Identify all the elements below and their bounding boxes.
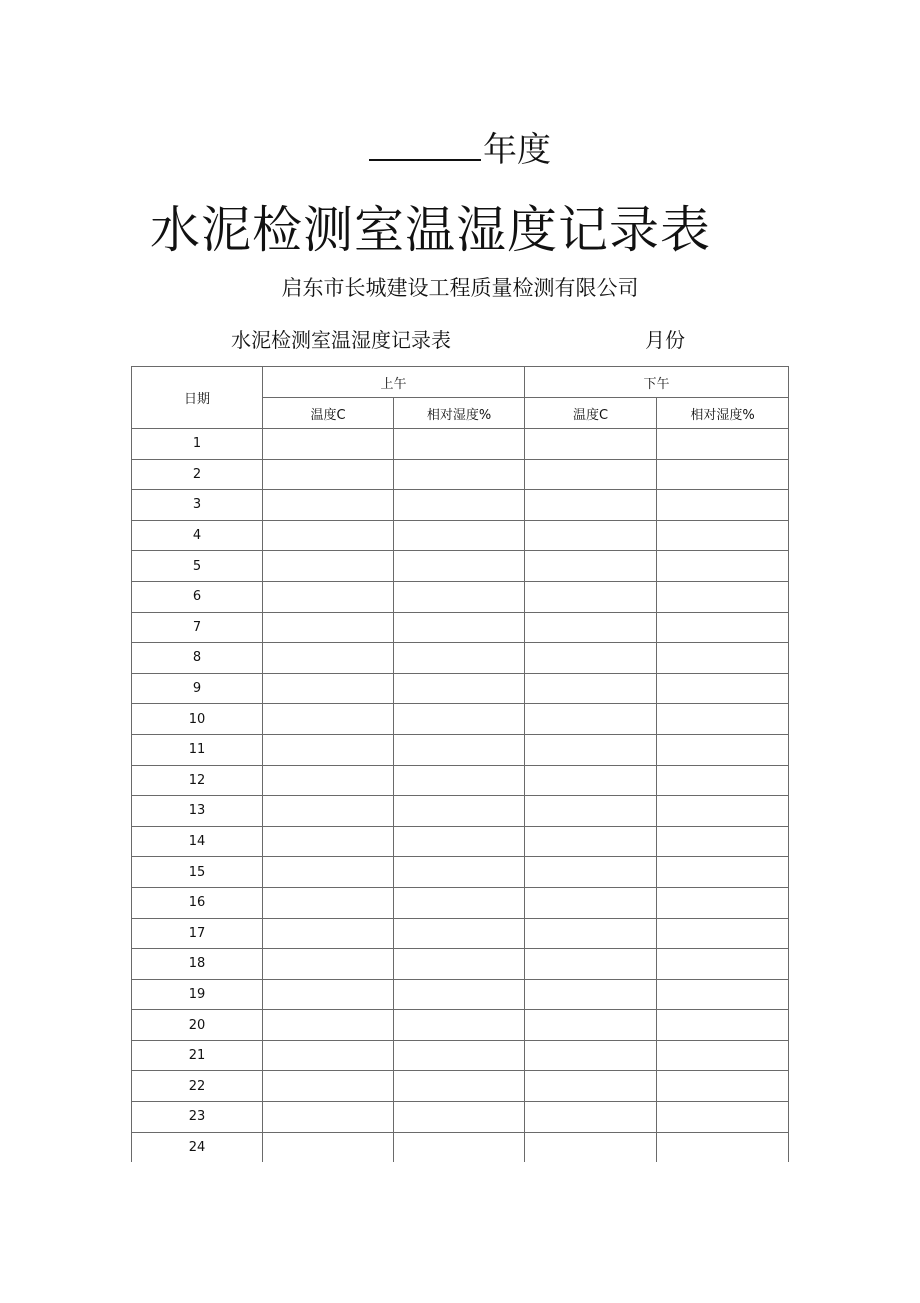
date-cell: 1 xyxy=(132,429,263,460)
morning-header: 上午 xyxy=(263,367,525,398)
morning-temp-cell[interactable] xyxy=(263,765,394,796)
morning-humidity-cell[interactable] xyxy=(394,459,525,490)
morning-humidity-cell[interactable] xyxy=(394,826,525,857)
afternoon-temp-cell[interactable] xyxy=(525,979,657,1010)
afternoon-humidity-cell[interactable] xyxy=(657,949,789,980)
date-cell: 17 xyxy=(132,918,263,949)
morning-temp-cell[interactable] xyxy=(263,949,394,980)
table-row xyxy=(132,704,789,735)
afternoon-temp-cell[interactable] xyxy=(525,796,657,827)
afternoon-temp-cell[interactable] xyxy=(525,887,657,918)
afternoon-humidity-cell[interactable] xyxy=(657,429,789,460)
table-row xyxy=(132,459,789,490)
afternoon-humidity-cell[interactable] xyxy=(657,887,789,918)
year-line xyxy=(0,128,920,172)
morning-humidity-cell[interactable] xyxy=(394,429,525,460)
afternoon-temp-cell[interactable] xyxy=(525,551,657,582)
date-cell: 3 xyxy=(132,490,263,521)
afternoon-humidity-cell[interactable] xyxy=(657,459,789,490)
afternoon-humidity-cell[interactable] xyxy=(657,1010,789,1041)
afternoon-temp-cell[interactable] xyxy=(525,857,657,888)
morning-humidity-cell[interactable] xyxy=(394,1071,525,1102)
date-cell: 5 xyxy=(132,551,263,582)
morning-temp-cell[interactable] xyxy=(263,1010,394,1041)
afternoon-temp-cell[interactable] xyxy=(525,612,657,643)
date-header: 日期 xyxy=(132,367,263,429)
afternoon-humidity-cell[interactable] xyxy=(657,581,789,612)
sub-title: 水泥检测室温湿度记录表 xyxy=(231,328,451,352)
afternoon-humidity-cell[interactable] xyxy=(657,490,789,521)
afternoon-temp-cell[interactable] xyxy=(525,1071,657,1102)
month-label: 月份 xyxy=(645,328,685,352)
afternoon-humidity-cell[interactable] xyxy=(657,857,789,888)
afternoon-humidity-cell[interactable] xyxy=(657,1040,789,1071)
date-cell: 18 xyxy=(132,949,263,980)
date-cell: 7 xyxy=(132,612,263,643)
date-cell: 10 xyxy=(132,704,263,735)
morning-humidity-cell[interactable] xyxy=(394,551,525,582)
afternoon-humidity-header: 相对湿度% xyxy=(657,398,789,429)
afternoon-humidity-cell[interactable] xyxy=(657,1102,789,1133)
afternoon-humidity-cell[interactable] xyxy=(657,520,789,551)
afternoon-temp-cell[interactable] xyxy=(525,581,657,612)
table-row xyxy=(132,1132,789,1162)
morning-humidity-cell[interactable] xyxy=(394,949,525,980)
table-row xyxy=(132,1010,789,1041)
afternoon-temp-cell[interactable] xyxy=(525,765,657,796)
table-row xyxy=(132,887,789,918)
afternoon-humidity-cell[interactable] xyxy=(657,918,789,949)
date-cell: 22 xyxy=(132,1071,263,1102)
afternoon-temp-cell[interactable] xyxy=(525,429,657,460)
morning-temp-cell[interactable] xyxy=(263,429,394,460)
table-row xyxy=(132,490,789,521)
afternoon-temp-cell[interactable] xyxy=(525,459,657,490)
morning-humidity-cell[interactable] xyxy=(394,704,525,735)
table-row xyxy=(132,673,789,704)
afternoon-temp-cell[interactable] xyxy=(525,643,657,674)
morning-humidity-cell[interactable] xyxy=(394,918,525,949)
morning-temp-cell[interactable] xyxy=(263,704,394,735)
morning-humidity-cell[interactable] xyxy=(394,673,525,704)
afternoon-temp-cell[interactable] xyxy=(525,490,657,521)
table-row xyxy=(132,765,789,796)
morning-temp-cell[interactable] xyxy=(263,826,394,857)
afternoon-temp-cell[interactable] xyxy=(525,1102,657,1133)
morning-temp-cell[interactable] xyxy=(263,612,394,643)
date-cell: 6 xyxy=(132,581,263,612)
table-row xyxy=(132,612,789,643)
morning-temp-cell[interactable] xyxy=(263,796,394,827)
morning-temp-cell[interactable] xyxy=(263,918,394,949)
afternoon-humidity-cell[interactable] xyxy=(657,643,789,674)
afternoon-humidity-cell[interactable] xyxy=(657,1132,789,1162)
morning-humidity-cell[interactable] xyxy=(394,887,525,918)
date-cell: 9 xyxy=(132,673,263,704)
morning-temp-cell[interactable] xyxy=(263,1132,394,1162)
afternoon-header: 下午 xyxy=(525,367,789,398)
morning-temp-cell[interactable] xyxy=(263,979,394,1010)
date-cell: 19 xyxy=(132,979,263,1010)
morning-humidity-cell[interactable] xyxy=(394,643,525,674)
record-body xyxy=(132,429,789,1163)
morning-temp-cell[interactable] xyxy=(263,1040,394,1071)
table-row xyxy=(132,826,789,857)
date-cell: 2 xyxy=(132,459,263,490)
date-cell: 15 xyxy=(132,857,263,888)
table-row xyxy=(132,551,789,582)
afternoon-humidity-cell[interactable] xyxy=(657,796,789,827)
afternoon-humidity-cell[interactable] xyxy=(657,612,789,643)
table-row xyxy=(132,796,789,827)
record-table xyxy=(131,366,789,1162)
morning-humidity-cell[interactable] xyxy=(394,1102,525,1133)
morning-humidity-cell[interactable] xyxy=(394,979,525,1010)
date-cell: 11 xyxy=(132,734,263,765)
morning-temp-cell[interactable] xyxy=(263,520,394,551)
year-suffix: 年度 xyxy=(483,130,551,170)
morning-temp-cell[interactable] xyxy=(263,673,394,704)
morning-temp-cell[interactable] xyxy=(263,551,394,582)
afternoon-temp-cell[interactable] xyxy=(525,673,657,704)
morning-humidity-cell[interactable] xyxy=(394,520,525,551)
morning-humidity-header: 相对湿度% xyxy=(394,398,525,429)
morning-temp-cell[interactable] xyxy=(263,459,394,490)
table-row xyxy=(132,643,789,674)
morning-humidity-cell[interactable] xyxy=(394,490,525,521)
afternoon-temp-cell[interactable] xyxy=(525,826,657,857)
date-cell: 12 xyxy=(132,765,263,796)
date-cell: 21 xyxy=(132,1040,263,1071)
afternoon-temp-cell[interactable] xyxy=(525,734,657,765)
morning-temp-cell[interactable] xyxy=(263,1071,394,1102)
afternoon-humidity-cell[interactable] xyxy=(657,1071,789,1102)
morning-temp-cell[interactable] xyxy=(263,490,394,521)
afternoon-humidity-cell[interactable] xyxy=(657,673,789,704)
afternoon-temp-cell[interactable] xyxy=(525,1132,657,1162)
date-cell: 8 xyxy=(132,643,263,674)
table-row xyxy=(132,949,789,980)
morning-temp-cell[interactable] xyxy=(263,887,394,918)
afternoon-temp-cell[interactable] xyxy=(525,1010,657,1041)
afternoon-humidity-cell[interactable] xyxy=(657,826,789,857)
date-cell: 20 xyxy=(132,1010,263,1041)
afternoon-humidity-cell[interactable] xyxy=(657,765,789,796)
table-row xyxy=(132,1040,789,1071)
morning-humidity-cell[interactable] xyxy=(394,765,525,796)
table-row xyxy=(132,1102,789,1133)
morning-humidity-cell[interactable] xyxy=(394,1132,525,1162)
main-title: 水泥检测室温湿度记录表 xyxy=(150,201,711,259)
table-row xyxy=(132,520,789,551)
afternoon-temp-cell[interactable] xyxy=(525,520,657,551)
company-name: 启东市长城建设工程质量检测有限公司 xyxy=(281,276,639,300)
afternoon-humidity-cell[interactable] xyxy=(657,551,789,582)
morning-temp-cell[interactable] xyxy=(263,857,394,888)
morning-temp-cell[interactable] xyxy=(263,581,394,612)
morning-humidity-cell[interactable] xyxy=(394,612,525,643)
morning-humidity-cell[interactable] xyxy=(394,581,525,612)
morning-humidity-cell[interactable] xyxy=(394,734,525,765)
afternoon-humidity-cell[interactable] xyxy=(657,979,789,1010)
afternoon-temp-cell[interactable] xyxy=(525,949,657,980)
morning-humidity-cell[interactable] xyxy=(394,1010,525,1041)
afternoon-humidity-cell[interactable] xyxy=(657,704,789,735)
date-cell: 24 xyxy=(132,1132,263,1162)
afternoon-humidity-cell[interactable] xyxy=(657,734,789,765)
table-row xyxy=(132,429,789,460)
morning-temp-cell[interactable] xyxy=(263,643,394,674)
table-row xyxy=(132,734,789,765)
afternoon-temp-cell[interactable] xyxy=(525,1040,657,1071)
year-blank-field[interactable] xyxy=(369,129,481,161)
morning-humidity-cell[interactable] xyxy=(394,1040,525,1071)
date-cell: 23 xyxy=(132,1102,263,1133)
date-cell: 13 xyxy=(132,796,263,827)
date-cell: 14 xyxy=(132,826,263,857)
afternoon-temp-cell[interactable] xyxy=(525,704,657,735)
morning-temp-cell[interactable] xyxy=(263,1102,394,1133)
morning-humidity-cell[interactable] xyxy=(394,857,525,888)
morning-temp-cell[interactable] xyxy=(263,734,394,765)
table-row xyxy=(132,918,789,949)
morning-temp-header: 温度C xyxy=(263,398,394,429)
table-row xyxy=(132,581,789,612)
date-cell: 16 xyxy=(132,887,263,918)
table-row xyxy=(132,857,789,888)
table-row xyxy=(132,1071,789,1102)
table-row xyxy=(132,979,789,1010)
afternoon-temp-header: 温度C xyxy=(525,398,657,429)
morning-humidity-cell[interactable] xyxy=(394,796,525,827)
date-cell: 4 xyxy=(132,520,263,551)
afternoon-temp-cell[interactable] xyxy=(525,918,657,949)
